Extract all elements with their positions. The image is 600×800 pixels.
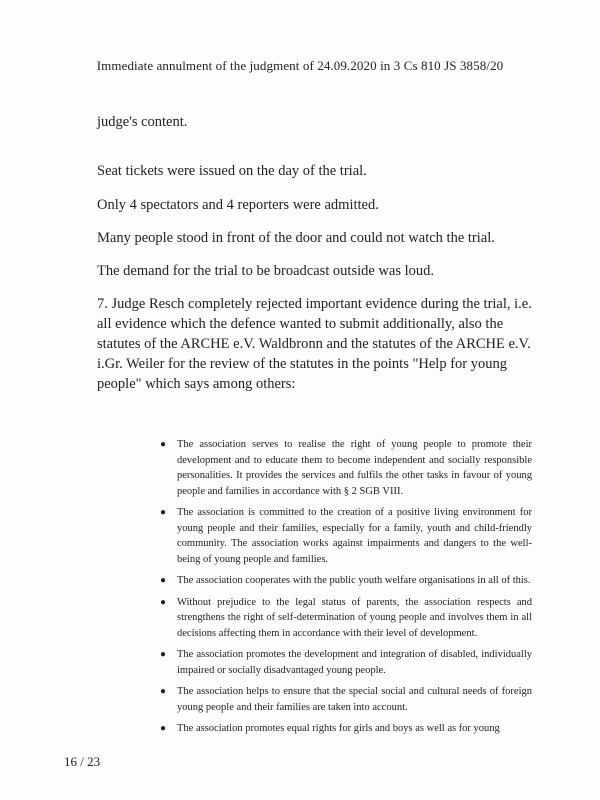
list-item (160, 721, 532, 737)
paragraph-people-at-door: Many people stood in front of the door and could not watch the trial. (97, 230, 495, 246)
list-item-text: The association is committed to the creation of a positive living environment for young people and their families, especially for a family, youth and child-friendly community. The association works against impairments and dangers to the well-being of young people and families. (177, 507, 532, 565)
list-item (160, 647, 532, 678)
paragraph-point-7: 7. Judge Resch completely rejected important evidence during the trial, i.e. all evidence which the defence wanted to submit additionally, also the statutes of the ARCHE e.V. Waldbronn and the statutes of the ARCHE e.V. i.Gr. Weiler for the review of the statutes in the points "Help for young people" which says among others: (97, 296, 532, 392)
bullet-icon: ● (160, 723, 167, 734)
page-header: Immediate annulment of the judgment of 24.09.2020 in 3 Cs 810 JS 3858/20 (96, 58, 504, 73)
list-item-text: Without prejudice to the legal status of parents, the association respects and strengthens the right of self-determination of young people and involves them in all decisions affecting them in accordance with their level of development. (177, 596, 532, 639)
paragraph-spectators: Only 4 spectators and 4 reporters were admitted. (97, 197, 379, 213)
bullet-icon: ● (160, 507, 167, 518)
bullet-icon: ● (160, 686, 167, 697)
bullet-icon: ● (160, 439, 167, 450)
list-item-text: The association promotes equal rights for girls and boys as well as for young (177, 723, 500, 734)
paragraph-broadcast-demand: The demand for the trial to be broadcast outside was loud. (97, 263, 435, 279)
list-item (160, 595, 532, 642)
bullet-icon: ● (160, 649, 167, 660)
list-item (160, 505, 532, 567)
paragraph-seat-tickets: Seat tickets were issued on the day of the trial. (97, 163, 367, 179)
list-item (160, 573, 532, 589)
paragraph-continuation: judge's content. (97, 114, 188, 130)
list-item-text: The association promotes the development and integration of disabled, individually impaired or socially disadvantaged young people. (177, 649, 532, 676)
list-item (160, 684, 532, 715)
bullet-icon: ● (160, 596, 167, 608)
list-item-text: The association helps to ensure that the special social and cultural needs of foreign young people and their families are taken into account. (177, 686, 532, 713)
bullet-icon: ● (160, 575, 167, 586)
list-item (160, 437, 532, 499)
list-item-text: The association serves to realise the right of young people to promote their development and to educate them to become independent and socially responsible personalities. It provides the services and fulfils the other tasks in favour of young people and families in accordance with § 2 SGB VIII. (177, 439, 532, 497)
list-item-text: The association cooperates with the public youth welfare organisations in all of this. (177, 575, 531, 586)
page-number: 16 / 23 (64, 754, 101, 769)
statutes-bullet-list (160, 437, 532, 743)
